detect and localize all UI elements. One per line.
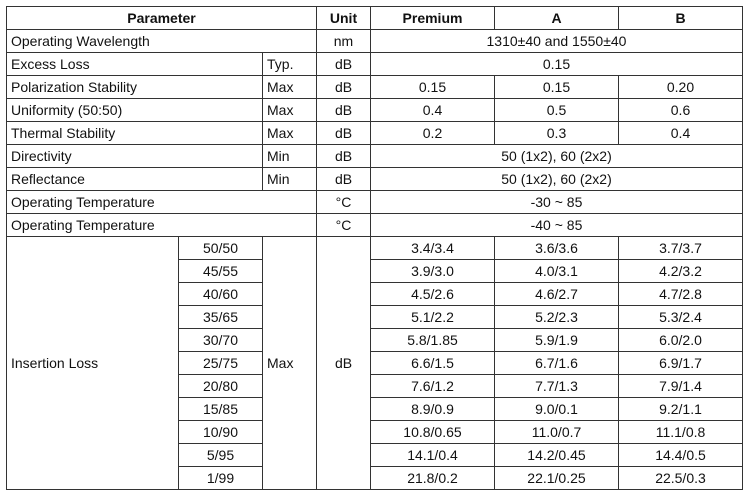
a-cell: 3.6/3.6: [495, 237, 619, 260]
spec-table: [6, 6, 743, 490]
param-cell: Reflectance: [7, 168, 263, 191]
header-a: A: [495, 7, 619, 30]
param-cell: Uniformity (50:50): [7, 99, 263, 122]
b-cell: 4.7/2.8: [619, 283, 743, 306]
premium-cell: 0.2: [371, 122, 495, 145]
b-cell: 3.7/3.7: [619, 237, 743, 260]
table-row: [7, 122, 743, 145]
ratio-cell: 35/65: [179, 306, 263, 329]
ratio-cell: 45/55: [179, 260, 263, 283]
qualifier-cell: Min: [263, 145, 317, 168]
premium-cell: 21.8/0.2: [371, 467, 495, 490]
b-cell: 14.4/0.5: [619, 444, 743, 467]
value-cell: -40 ~ 85: [371, 214, 743, 237]
premium-cell: 8.9/0.9: [371, 398, 495, 421]
qualifier-cell: Max: [263, 76, 317, 99]
a-cell: 5.9/1.9: [495, 329, 619, 352]
unit-cell: dB: [317, 122, 371, 145]
a-cell: 4.6/2.7: [495, 283, 619, 306]
a-cell: 0.3: [495, 122, 619, 145]
premium-cell: 0.4: [371, 99, 495, 122]
premium-cell: 4.5/2.6: [371, 283, 495, 306]
b-cell: 7.9/1.4: [619, 375, 743, 398]
param-cell: Operating Wavelength: [7, 30, 317, 53]
premium-cell: 3.4/3.4: [371, 237, 495, 260]
b-cell: 22.5/0.3: [619, 467, 743, 490]
table-row: [7, 237, 743, 260]
b-cell: 9.2/1.1: [619, 398, 743, 421]
premium-cell: 14.1/0.4: [371, 444, 495, 467]
b-cell: 11.1/0.8: [619, 421, 743, 444]
a-cell: 11.0/0.7: [495, 421, 619, 444]
header-b: B: [619, 7, 743, 30]
premium-cell: 7.6/1.2: [371, 375, 495, 398]
table-row: [7, 76, 743, 99]
table-row: [7, 191, 743, 214]
ratio-cell: 25/75: [179, 352, 263, 375]
a-cell: 0.5: [495, 99, 619, 122]
param-cell: Polarization Stability: [7, 76, 263, 99]
value-cell: -30 ~ 85: [371, 191, 743, 214]
a-cell: 14.2/0.45: [495, 444, 619, 467]
b-cell: 5.3/2.4: [619, 306, 743, 329]
ratio-cell: 1/99: [179, 467, 263, 490]
a-cell: 0.15: [495, 76, 619, 99]
unit-cell: dB: [317, 168, 371, 191]
table-row: [7, 168, 743, 191]
premium-cell: 5.1/2.2: [371, 306, 495, 329]
b-cell: 6.0/2.0: [619, 329, 743, 352]
unit-cell: dB: [317, 99, 371, 122]
premium-cell: 6.6/1.5: [371, 352, 495, 375]
b-cell: 0.6: [619, 99, 743, 122]
qualifier-cell: Max: [263, 99, 317, 122]
table-row: [7, 214, 743, 237]
insertion-loss-unit: dB: [317, 237, 371, 490]
table-row: [7, 145, 743, 168]
qualifier-cell: Typ.: [263, 53, 317, 76]
b-cell: 0.20: [619, 76, 743, 99]
ratio-cell: 5/95: [179, 444, 263, 467]
premium-cell: 10.8/0.65: [371, 421, 495, 444]
value-cell: 1310±40 and 1550±40: [371, 30, 743, 53]
ratio-cell: 10/90: [179, 421, 263, 444]
table-row: [7, 30, 743, 53]
premium-cell: 3.9/3.0: [371, 260, 495, 283]
unit-cell: dB: [317, 53, 371, 76]
value-cell: 50 (1x2), 60 (2x2): [371, 145, 743, 168]
unit-cell: °C: [317, 191, 371, 214]
param-cell: Operating Temperature: [7, 214, 317, 237]
value-cell: 50 (1x2), 60 (2x2): [371, 168, 743, 191]
a-cell: 6.7/1.6: [495, 352, 619, 375]
param-cell: Operating Temperature: [7, 191, 317, 214]
b-cell: 0.4: [619, 122, 743, 145]
a-cell: 9.0/0.1: [495, 398, 619, 421]
header-row: [7, 7, 743, 30]
b-cell: 4.2/3.2: [619, 260, 743, 283]
table-row: [7, 53, 743, 76]
a-cell: 5.2/2.3: [495, 306, 619, 329]
a-cell: 22.1/0.25: [495, 467, 619, 490]
a-cell: 7.7/1.3: [495, 375, 619, 398]
qualifier-cell: Min: [263, 168, 317, 191]
unit-cell: dB: [317, 145, 371, 168]
header-parameter: Parameter: [7, 7, 317, 30]
insertion-loss-qualifier: Max: [263, 237, 317, 490]
unit-cell: nm: [317, 30, 371, 53]
param-cell: Thermal Stability: [7, 122, 263, 145]
premium-cell: 5.8/1.85: [371, 329, 495, 352]
ratio-cell: 30/70: [179, 329, 263, 352]
header-premium: Premium: [371, 7, 495, 30]
a-cell: 4.0/3.1: [495, 260, 619, 283]
ratio-cell: 20/80: [179, 375, 263, 398]
b-cell: 6.9/1.7: [619, 352, 743, 375]
ratio-cell: 15/85: [179, 398, 263, 421]
header-unit: Unit: [317, 7, 371, 30]
param-cell: Excess Loss: [7, 53, 263, 76]
insertion-loss-param: Insertion Loss: [7, 237, 179, 490]
premium-cell: 0.15: [371, 76, 495, 99]
unit-cell: dB: [317, 76, 371, 99]
unit-cell: °C: [317, 214, 371, 237]
ratio-cell: 40/60: [179, 283, 263, 306]
qualifier-cell: Max: [263, 122, 317, 145]
value-cell: 0.15: [371, 53, 743, 76]
ratio-cell: 50/50: [179, 237, 263, 260]
table-row: [7, 99, 743, 122]
param-cell: Directivity: [7, 145, 263, 168]
